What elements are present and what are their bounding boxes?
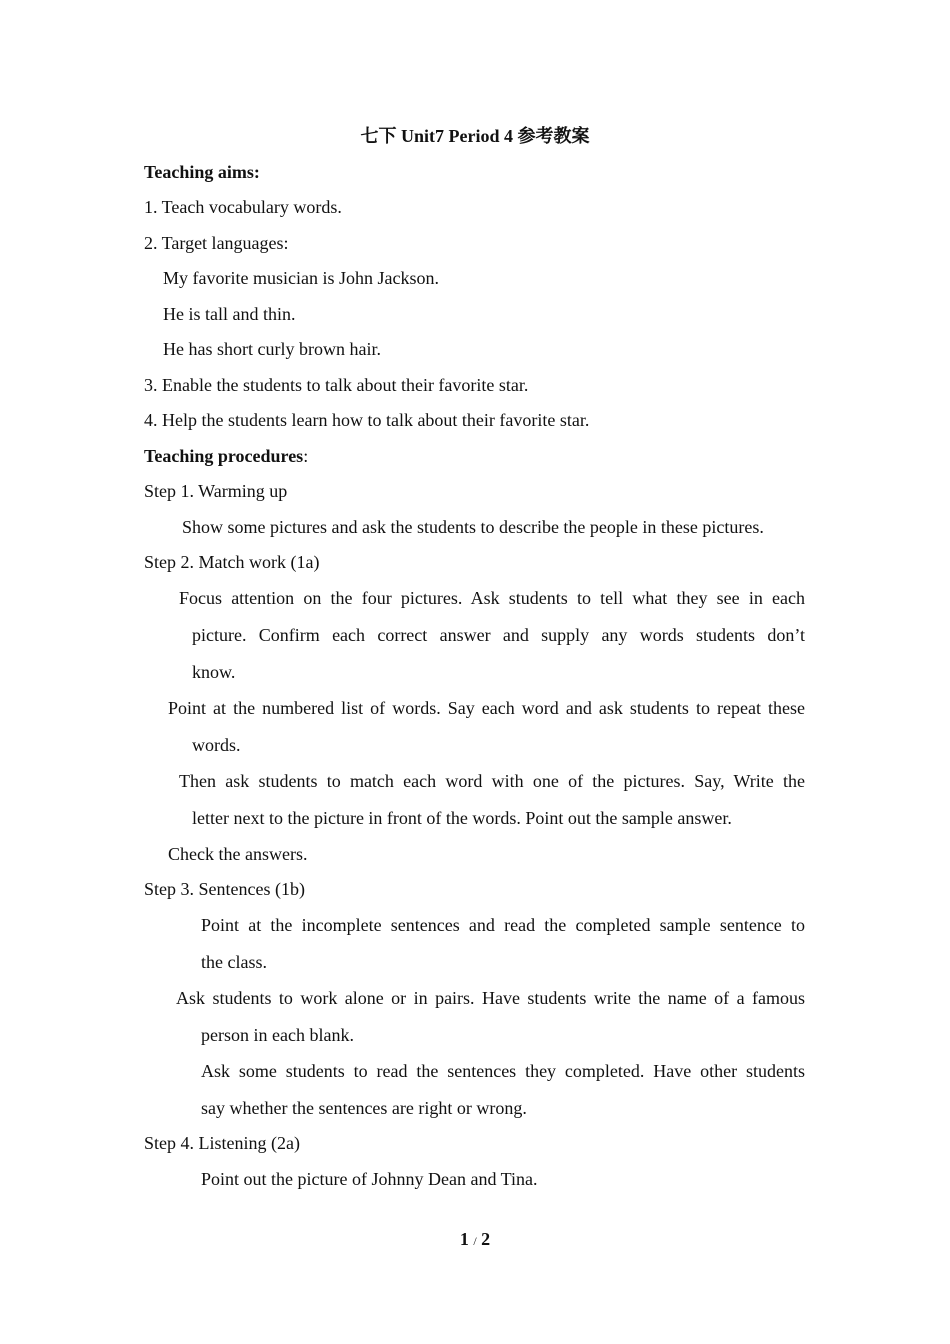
procedures-heading-colon: : (303, 446, 309, 466)
total-pages-number: 2 (481, 1229, 491, 1249)
target-language-1: My favorite musician is John Jackson. (163, 268, 439, 288)
step-3-p2-line-2: person in each blank. (201, 1025, 354, 1045)
page-separator: / (473, 1234, 477, 1248)
current-page-number: 1 (459, 1229, 469, 1249)
step-4-paragraph: Point out the picture of Johnny Dean and Tina. (201, 1169, 538, 1189)
target-language-3: He has short curly brown hair. (163, 339, 381, 359)
step-3-p3-line-1: Ask some students to read the sentences they completed. Have other students (201, 1061, 805, 1081)
step-2-p1-line-1: Focus attention on the four pictures. Ask students to tell what they see in each (179, 588, 805, 608)
step-3-p1-line-1: Point at the incomplete sentences and read the completed sample sentence to (201, 915, 805, 935)
step-3-title: Step 3. Sentences (1b) (144, 879, 305, 899)
step-2-p3-line-1: Then ask students to match each word with one of the pictures. Say, Write the (179, 771, 805, 791)
step-1-title: Step 1. Warming up (144, 481, 288, 501)
step-2-p4: Check the answers. (168, 844, 308, 864)
aims-item-3: 3. Enable the students to talk about their favorite star. (144, 375, 529, 395)
step-2-p1-line-2: picture. Confirm each correct answer and supply any words students don’t (192, 625, 805, 645)
document-title: 七下 Unit7 Period 4 参考教案 (360, 126, 590, 146)
procedures-heading-line (144, 445, 308, 467)
page-number (0, 1228, 950, 1252)
step-2-p2-line-2: words. (192, 735, 241, 755)
step-1-paragraph: Show some pictures and ask the students to describe the people in these pictures. (182, 517, 764, 537)
target-language-2: He is tall and thin. (163, 304, 296, 324)
step-3-p1-line-2: the class. (201, 952, 267, 972)
step-2-p3-line-2: letter next to the picture in front of the words. Point out the sample answer. (192, 808, 732, 828)
aims-heading: Teaching aims: (144, 162, 260, 182)
step-2-p1-line-3: know. (192, 662, 236, 682)
aims-item-1: 1. Teach vocabulary words. (144, 197, 342, 217)
step-3-p2-line-1: Ask students to work alone or in pairs. Have students write the name of a famous (176, 988, 805, 1008)
procedures-heading: Teaching procedures (144, 446, 304, 466)
aims-item-2: 2. Target languages: (144, 233, 289, 253)
step-2-title: Step 2. Match work (1a) (144, 552, 320, 572)
step-4-title: Step 4. Listening (2a) (144, 1133, 300, 1153)
aims-item-4: 4. Help the students learn how to talk about their favorite star. (144, 410, 590, 430)
step-2-p2-line-1: Point at the numbered list of words. Say each word and ask students to repeat these (168, 698, 805, 718)
step-3-p3-line-2: say whether the sentences are right or wrong. (201, 1098, 527, 1118)
